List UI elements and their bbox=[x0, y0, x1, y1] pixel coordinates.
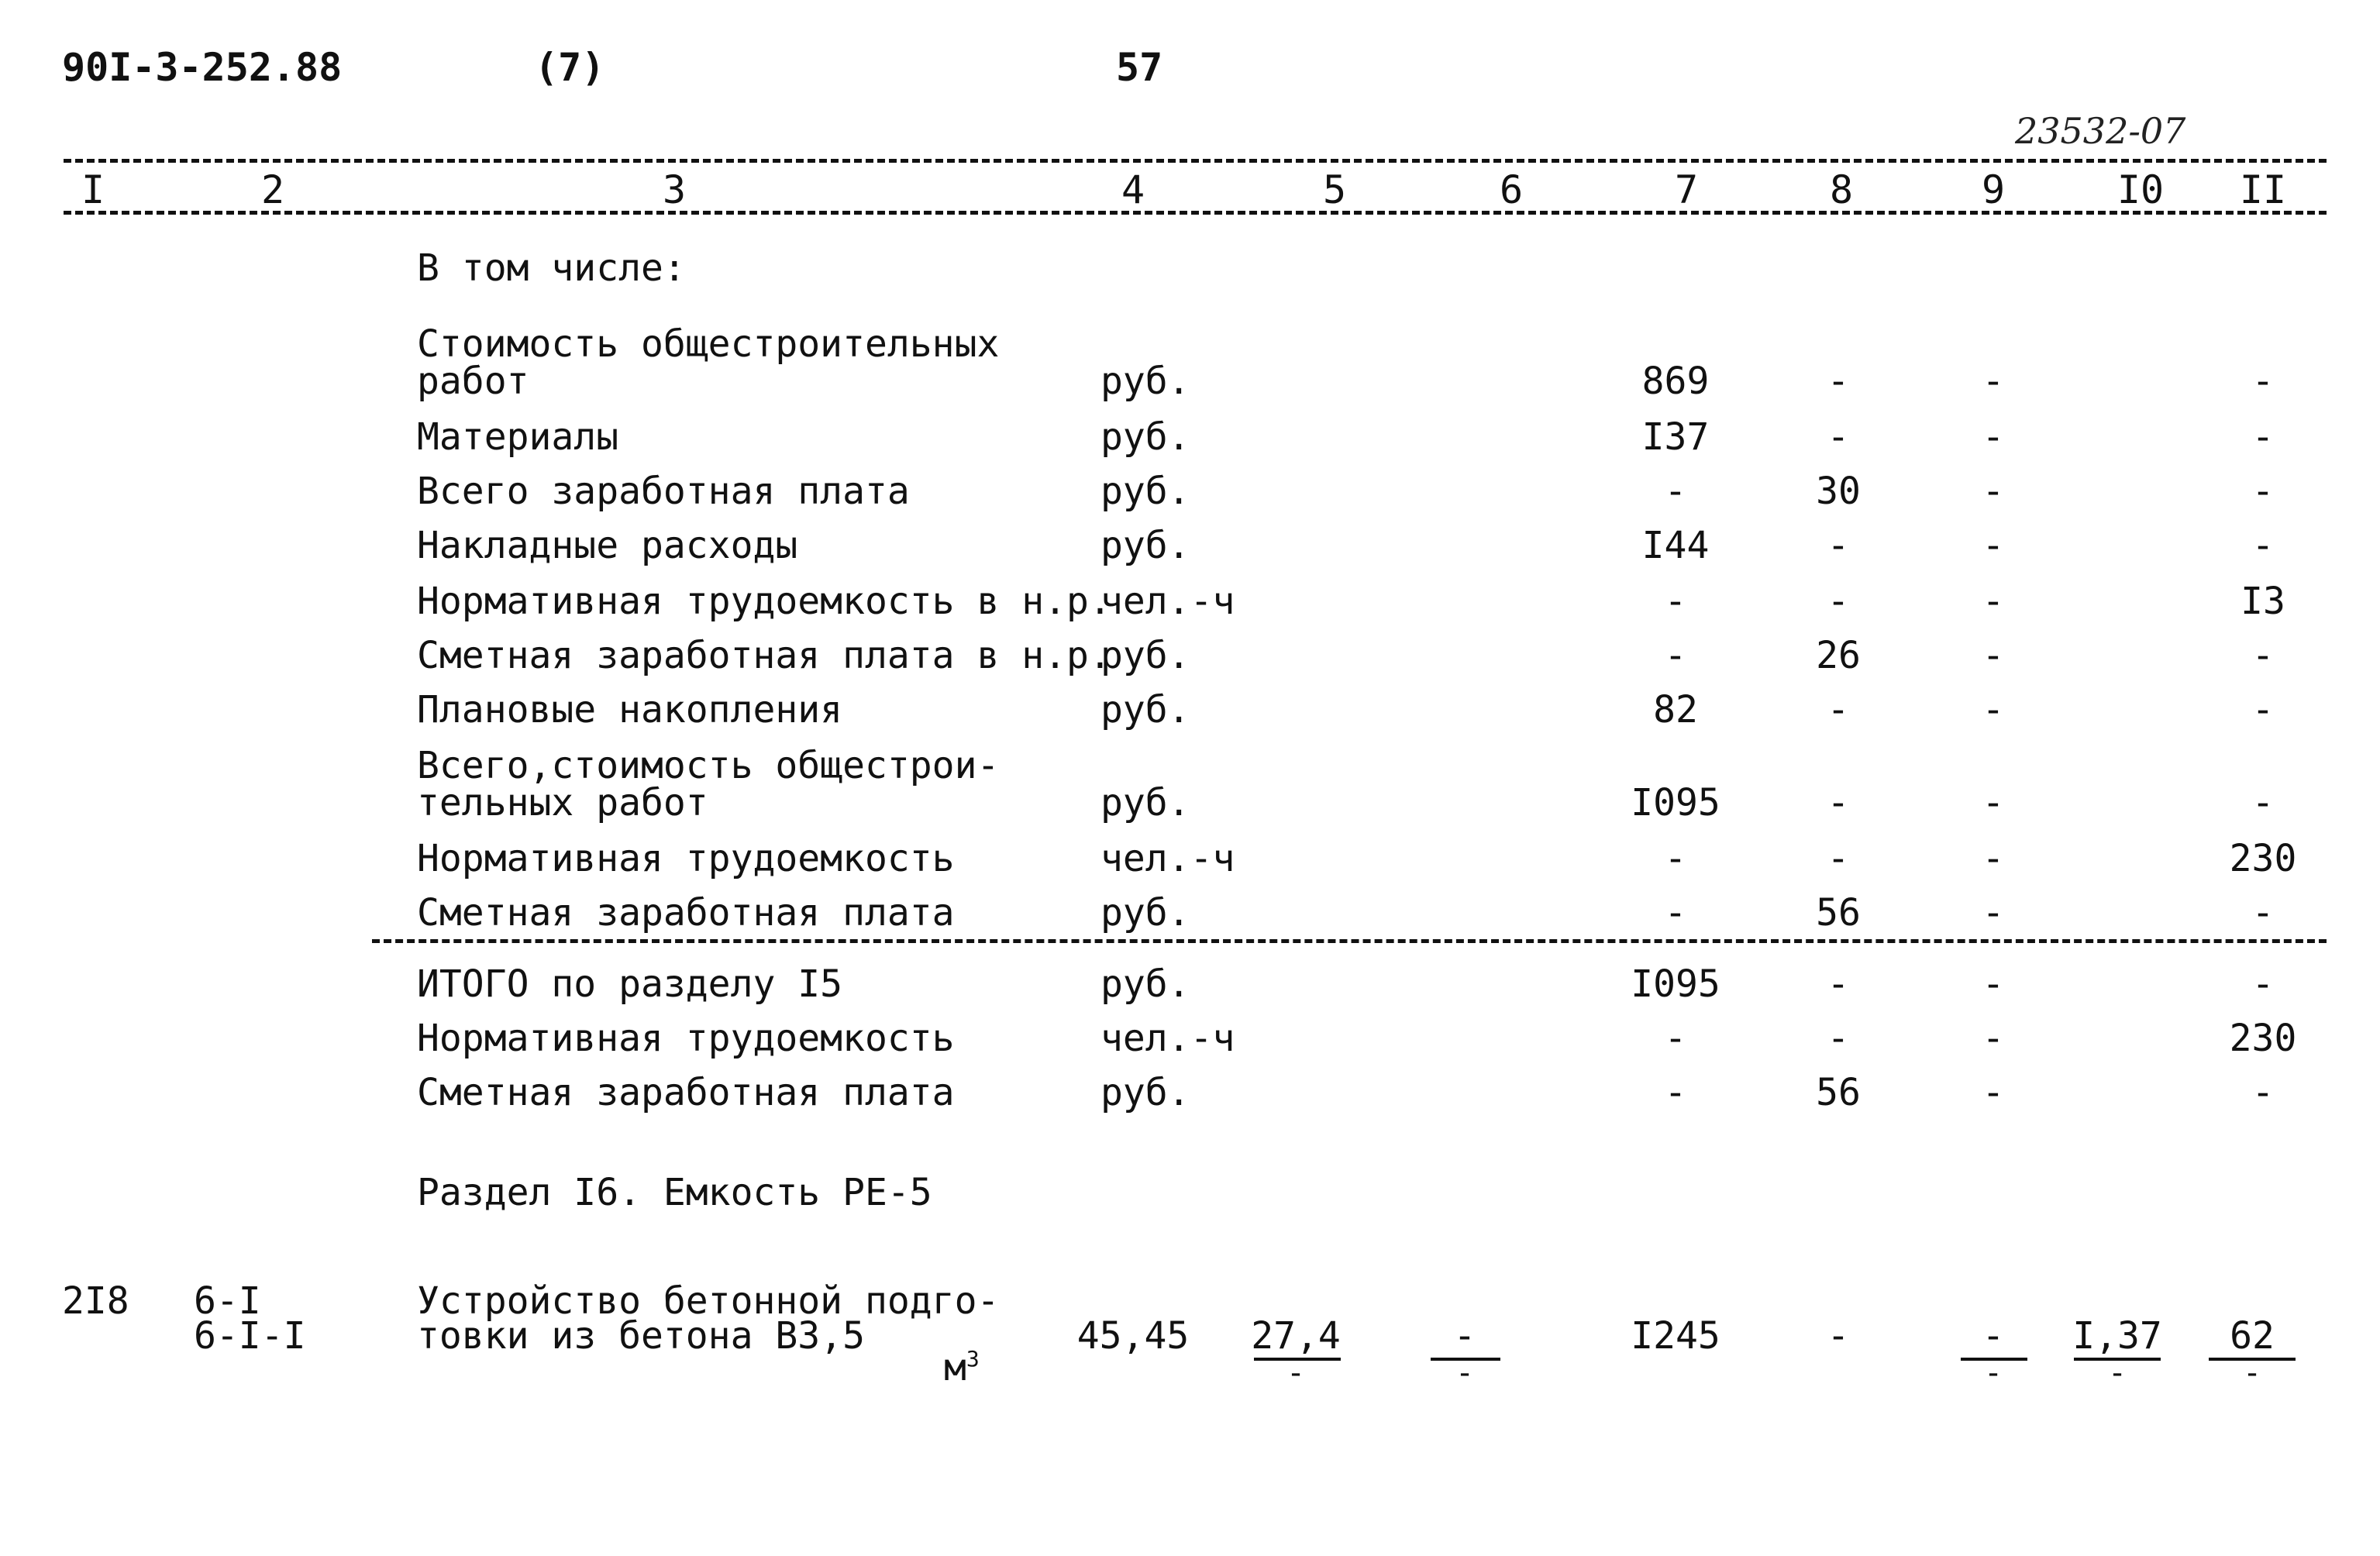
row-unit: руб. bbox=[1100, 781, 1190, 824]
header-top-rule bbox=[64, 159, 2327, 163]
row-col7-value: 869 bbox=[1641, 360, 1710, 403]
row-col9-value: - bbox=[1982, 580, 2005, 623]
row-col7-value: - bbox=[1664, 580, 1687, 623]
row-col11-value: - bbox=[2251, 470, 2275, 513]
row-label: Сметная заработная плата в н.р. bbox=[417, 634, 1111, 677]
row-col8-value: 56 bbox=[1816, 1071, 1861, 1114]
row-label: Материалы bbox=[417, 415, 619, 459]
column-number: 5 bbox=[1322, 167, 1347, 212]
row-col11-value: I3 bbox=[2241, 580, 2285, 623]
item-code: 6-I bbox=[194, 1279, 261, 1323]
column-number: I0 bbox=[2117, 167, 2165, 212]
row-col8-value: - bbox=[1827, 781, 1850, 824]
row-col7-value: 82 bbox=[1653, 688, 1698, 732]
row-unit: чел.-ч bbox=[1100, 837, 1235, 880]
row-label: Плановые накопления bbox=[417, 688, 843, 732]
column-number: 8 bbox=[1829, 167, 1854, 212]
item-col7-value: I245 bbox=[1631, 1314, 1720, 1358]
row-col11-value: - bbox=[2251, 360, 2275, 403]
row-label: Нормативная трудоемкость bbox=[417, 837, 955, 880]
row-col8-value: - bbox=[1827, 1017, 1850, 1060]
row-label: Нормативная трудоемкость в н.р. bbox=[417, 580, 1111, 623]
row-col9-value: - bbox=[1982, 1017, 2005, 1060]
row-col8-value: - bbox=[1827, 962, 1850, 1006]
row-col7-value: I095 bbox=[1631, 781, 1720, 824]
item-col9-value: - bbox=[1982, 1314, 2005, 1358]
row-col11-value: - bbox=[2251, 781, 2275, 824]
row-col8-value: 30 bbox=[1816, 470, 1861, 513]
item-unit-base: м bbox=[944, 1346, 966, 1389]
row-col11-value: - bbox=[2251, 891, 2275, 935]
row-col8-value: - bbox=[1827, 360, 1850, 403]
header-bottom-rule bbox=[64, 211, 2327, 215]
row-col7-value: - bbox=[1664, 470, 1687, 513]
document-code: 90I-3-252.88 bbox=[62, 45, 343, 90]
row-unit: чел.-ч bbox=[1100, 1017, 1235, 1060]
item-col11-value: 62 bbox=[2230, 1314, 2275, 1358]
handwritten-reference: 23532-07 bbox=[2015, 110, 2186, 152]
row-label: Накладные расходы bbox=[417, 524, 798, 567]
item-unit bbox=[944, 1346, 980, 1389]
row-col11-value: - bbox=[2251, 1071, 2275, 1114]
row-unit: руб. bbox=[1100, 470, 1190, 513]
row-col9-value: - bbox=[1982, 781, 2005, 824]
column-number: 6 bbox=[1499, 167, 1524, 212]
row-col8-value: 56 bbox=[1816, 891, 1861, 935]
row-col9-value: - bbox=[1982, 415, 2005, 459]
row-col8-value: - bbox=[1827, 524, 1850, 567]
item-number: 2I8 bbox=[62, 1279, 129, 1323]
row-col7-value: I37 bbox=[1641, 415, 1710, 459]
item-code-detail: 6-I-I bbox=[194, 1314, 306, 1358]
item-col6-lower: - bbox=[1455, 1355, 1475, 1391]
row-unit: руб. bbox=[1100, 1071, 1190, 1114]
row-col11-value: - bbox=[2251, 524, 2275, 567]
item-col5-lower: - bbox=[1286, 1355, 1306, 1391]
row-label: Стоимость общестроительных bbox=[417, 322, 1000, 366]
item-col8-value: - bbox=[1827, 1314, 1850, 1358]
row-unit: руб. bbox=[1100, 524, 1190, 567]
row-label: Сметная заработная плата bbox=[417, 891, 955, 935]
item-col11-lower: - bbox=[2242, 1355, 2262, 1391]
row-col7-value: I44 bbox=[1641, 524, 1710, 567]
column-number: 3 bbox=[662, 167, 687, 212]
column-number: 4 bbox=[1121, 167, 1145, 212]
item-name-line1: Устройство бетонной подго- bbox=[417, 1279, 1000, 1323]
row-col11-value: - bbox=[2251, 962, 2275, 1006]
item-name-line2: товки из бетона В3,5 bbox=[417, 1314, 865, 1358]
row-label: тельных работ bbox=[417, 781, 708, 824]
row-col11-value: - bbox=[2251, 688, 2275, 732]
row-label: Нормативная трудоемкость bbox=[417, 1017, 955, 1060]
row-col7-value: - bbox=[1664, 1017, 1687, 1060]
row-col8-value: - bbox=[1827, 580, 1850, 623]
row-col9-value: - bbox=[1982, 634, 2005, 677]
row-col7-value: - bbox=[1664, 1071, 1687, 1114]
row-label: ИТОГО по разделу I5 bbox=[417, 962, 843, 1006]
row-col9-value: - bbox=[1982, 837, 2005, 880]
totals-separator-rule bbox=[372, 939, 2327, 943]
row-col11-value: 230 bbox=[2229, 837, 2297, 880]
column-number: 7 bbox=[1674, 167, 1699, 212]
row-col11-value: 230 bbox=[2229, 1017, 2297, 1060]
row-col9-value: - bbox=[1982, 470, 2005, 513]
row-col7-value: - bbox=[1664, 837, 1687, 880]
column-number: 2 bbox=[260, 167, 285, 212]
column-number: II bbox=[2239, 167, 2287, 212]
row-col9-value: - bbox=[1982, 962, 2005, 1006]
row-label: Всего,стоимость общестрои- bbox=[417, 744, 1000, 787]
row-col7-value: - bbox=[1664, 891, 1687, 935]
row-unit: руб. bbox=[1100, 634, 1190, 677]
item-col10-lower: - bbox=[2107, 1355, 2127, 1391]
row-col9-value: - bbox=[1982, 360, 2005, 403]
item-unit-exponent: 3 bbox=[966, 1346, 980, 1372]
row-label: работ bbox=[417, 360, 529, 403]
page-number: 57 bbox=[1116, 45, 1163, 90]
row-unit: руб. bbox=[1100, 360, 1190, 403]
row-col9-value: - bbox=[1982, 688, 2005, 732]
row-col7-value: I095 bbox=[1631, 962, 1720, 1006]
row-label: Всего заработная плата bbox=[417, 470, 910, 513]
row-col7-value: - bbox=[1664, 634, 1687, 677]
item-col9-lower: - bbox=[1983, 1355, 2003, 1391]
row-col9-value: - bbox=[1982, 1071, 2005, 1114]
section-title: Раздел I6. Емкость РЕ-5 bbox=[417, 1171, 932, 1214]
row-col8-value: - bbox=[1827, 688, 1850, 732]
row-col8-value: 26 bbox=[1816, 634, 1861, 677]
row-col8-value: - bbox=[1827, 837, 1850, 880]
row-unit: руб. bbox=[1100, 688, 1190, 732]
column-number: I bbox=[81, 167, 105, 212]
item-col5-value: 27,4 bbox=[1251, 1314, 1341, 1358]
item-col6-value: - bbox=[1453, 1314, 1476, 1358]
part-number: (7) bbox=[535, 45, 605, 90]
row-unit: чел.-ч bbox=[1100, 580, 1235, 623]
row-col8-value: - bbox=[1827, 415, 1850, 459]
row-unit: руб. bbox=[1100, 415, 1190, 459]
row-unit: руб. bbox=[1100, 891, 1190, 935]
row-label: Сметная заработная плата bbox=[417, 1071, 955, 1114]
row-col9-value: - bbox=[1982, 524, 2005, 567]
row-col11-value: - bbox=[2251, 415, 2275, 459]
including-label: В том числе: bbox=[417, 246, 686, 290]
row-unit: руб. bbox=[1100, 962, 1190, 1006]
item-quantity: 45,45 bbox=[1076, 1314, 1190, 1358]
row-col9-value: - bbox=[1982, 891, 2005, 935]
item-col10-value: I,37 bbox=[2072, 1314, 2162, 1358]
column-number: 9 bbox=[1981, 167, 2006, 212]
row-col11-value: - bbox=[2251, 634, 2275, 677]
